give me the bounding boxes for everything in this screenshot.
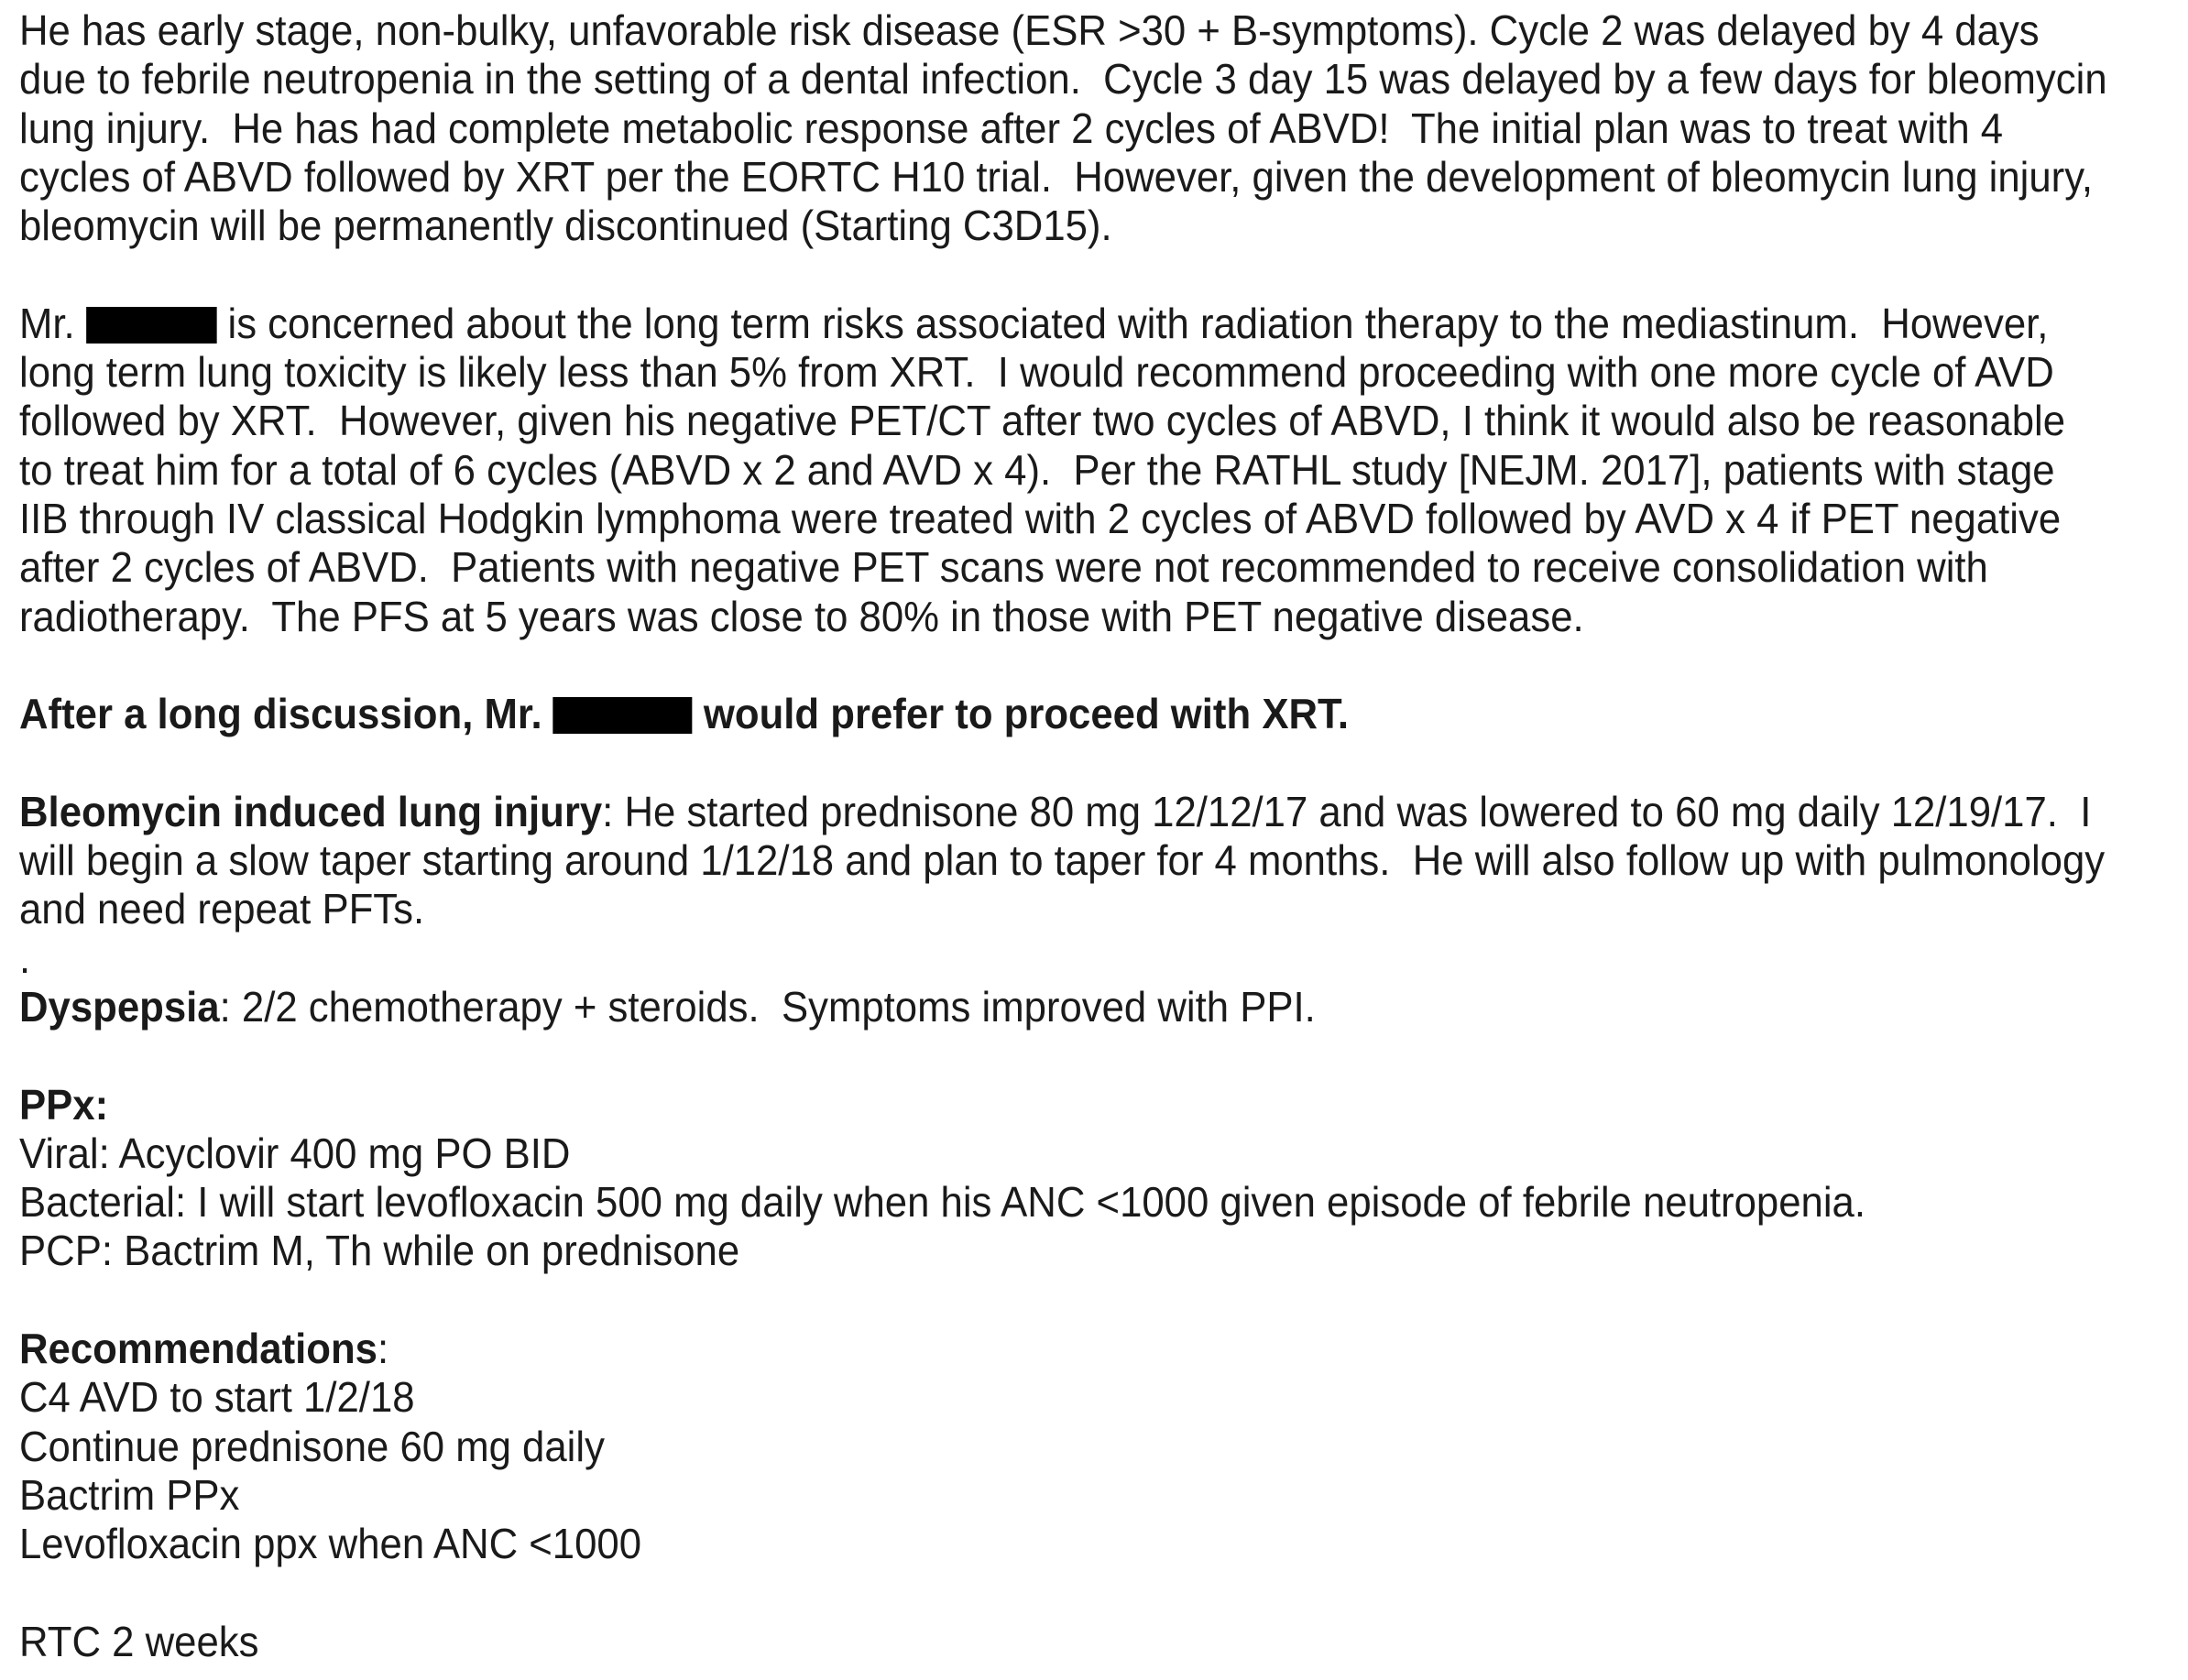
text-line: [19, 1227, 2073, 1275]
text-segment: radiotherapy. The PFS at 5 years was close to 80% in those with PET negative disease.: [19, 592, 1584, 640]
text-segment: cycles of ABVD followed by XRT per the EORTC H10 trial. However, given the development of bleomycin lung injury,: [19, 152, 2093, 201]
text-line: [19, 397, 2073, 445]
bold-text: Bleomycin induced lung injury: [19, 787, 603, 835]
text-line: [19, 495, 2073, 543]
text-line: [19, 1471, 2073, 1520]
text-segment: C4 AVD to start 1/2/18: [19, 1373, 415, 1422]
text-line: [19, 1081, 2073, 1129]
text-segment: bleomycin will be permanently discontinued (Starting C3D15).: [19, 202, 1112, 250]
text-line: [19, 543, 2073, 592]
text-segment: : 2/2 chemotherapy + steroids. Symptoms improved with PPI.: [219, 982, 1316, 1031]
text-line: [19, 593, 2073, 641]
text-segment: followed by XRT. However, given his negative PET/CT after two cycles of ABVD, I think it would also be reasonable: [19, 397, 2066, 445]
text-segment: Levofloxacin ppx when ANC <1000: [19, 1520, 642, 1568]
text-line: [19, 983, 2073, 1031]
text-line: [19, 934, 2073, 983]
blank-line: [19, 1276, 2073, 1325]
text-line: [19, 55, 2107, 104]
text-segment: will begin a slow taper starting around 1/12/18 and plan to taper for 4 months. He will also follow up with pulmonology: [19, 836, 2106, 885]
text-line: [19, 202, 2073, 250]
text-segment: He has early stage, non-bulky, unfavorable risk disease (ESR >30 + B-symptoms). Cycle 2 was delayed by 4 days: [19, 6, 2040, 54]
text-line: [19, 1373, 2073, 1422]
text-line: [19, 836, 2106, 885]
blank-line: [19, 738, 2073, 787]
text-line: [19, 446, 2073, 495]
text-line: [19, 152, 2093, 202]
text-segment: lung injury. He has had complete metabolic response after 2 cycles of ABVD! The initial plan was to treat with 4: [19, 104, 2004, 152]
text-segment: due to febrile neutropenia in the setting of a dental infection. Cycle 3 day 15 was delayed by a few days for bleomycin: [19, 55, 2107, 104]
text-line: [19, 6, 2073, 55]
redaction-box: [86, 307, 217, 344]
text-segment: Continue prednisone 60 mg daily: [19, 1422, 605, 1470]
text-line: [19, 104, 2073, 153]
text-line: [19, 1129, 2073, 1178]
text-line: [19, 348, 2073, 397]
blank-line: [19, 250, 2073, 299]
text-line: [19, 1520, 2073, 1568]
text-segment: : He started prednisone 80 mg 12/12/17 and was lowered to 60 mg daily 12/19/17. I: [602, 787, 2092, 835]
text-segment: Viral: Acyclovir 400 mg PO BID: [19, 1129, 571, 1177]
text-segment: Mr.: [19, 299, 86, 347]
text-line: [19, 1325, 2073, 1373]
text-line: [19, 1178, 2073, 1227]
text-segment: Bacterial: I will start levofloxacin 500 mg daily when his ANC <1000 given episode of febrile neutropenia.: [19, 1178, 1865, 1227]
bold-text: Recommendations: [19, 1325, 377, 1373]
blank-line: [19, 1569, 2073, 1618]
bold-text: Dyspepsia: [19, 982, 220, 1031]
blank-line: [19, 1031, 2073, 1080]
text-segment: to treat him for a total of 6 cycles (ABVD x 2 and AVD x 4). Per the RATHL study [NEJM. 2017], patients with stage: [19, 445, 2055, 494]
clinical-note: [19, 6, 2182, 1666]
text-line: [19, 1423, 2073, 1471]
text-segment: IIB through IV classical Hodgkin lymphoma were treated with 2 cycles of ABVD followed by AVD x 4 if PET negative: [19, 494, 2062, 542]
text-line: [19, 1618, 2073, 1666]
text-segment: RTC 2 weeks: [19, 1617, 259, 1665]
text-segment: :: [377, 1325, 389, 1373]
bold-text: After a long discussion, Mr.: [19, 690, 553, 738]
text-segment: long term lung toxicity is likely less than 5% from XRT. I would recommend proceeding with one more cycle of AVD: [19, 348, 2054, 397]
text-segment: is concerned about the long term risks associated with radiation therapy to the mediastinum. However,: [216, 299, 2049, 347]
text-segment: Bactrim PPx: [19, 1470, 240, 1519]
text-segment: after 2 cycles of ABVD. Patients with negative PET scans were not recommended to receive consolidation with: [19, 543, 1988, 592]
text-line: [19, 690, 2073, 738]
text-line: [19, 885, 2073, 933]
text-segment: and need repeat PFTs.: [19, 885, 425, 933]
text-line: [19, 300, 2073, 348]
text-segment: PCP: Bactrim M, Th while on prednisone: [19, 1227, 740, 1275]
redaction-box: [553, 697, 693, 734]
text-segment: .: [19, 933, 31, 982]
text-line: [19, 787, 2092, 836]
bold-text: would prefer to proceed with XRT.: [692, 690, 1350, 738]
bold-text: PPx:: [19, 1080, 109, 1129]
blank-line: [19, 641, 2073, 690]
